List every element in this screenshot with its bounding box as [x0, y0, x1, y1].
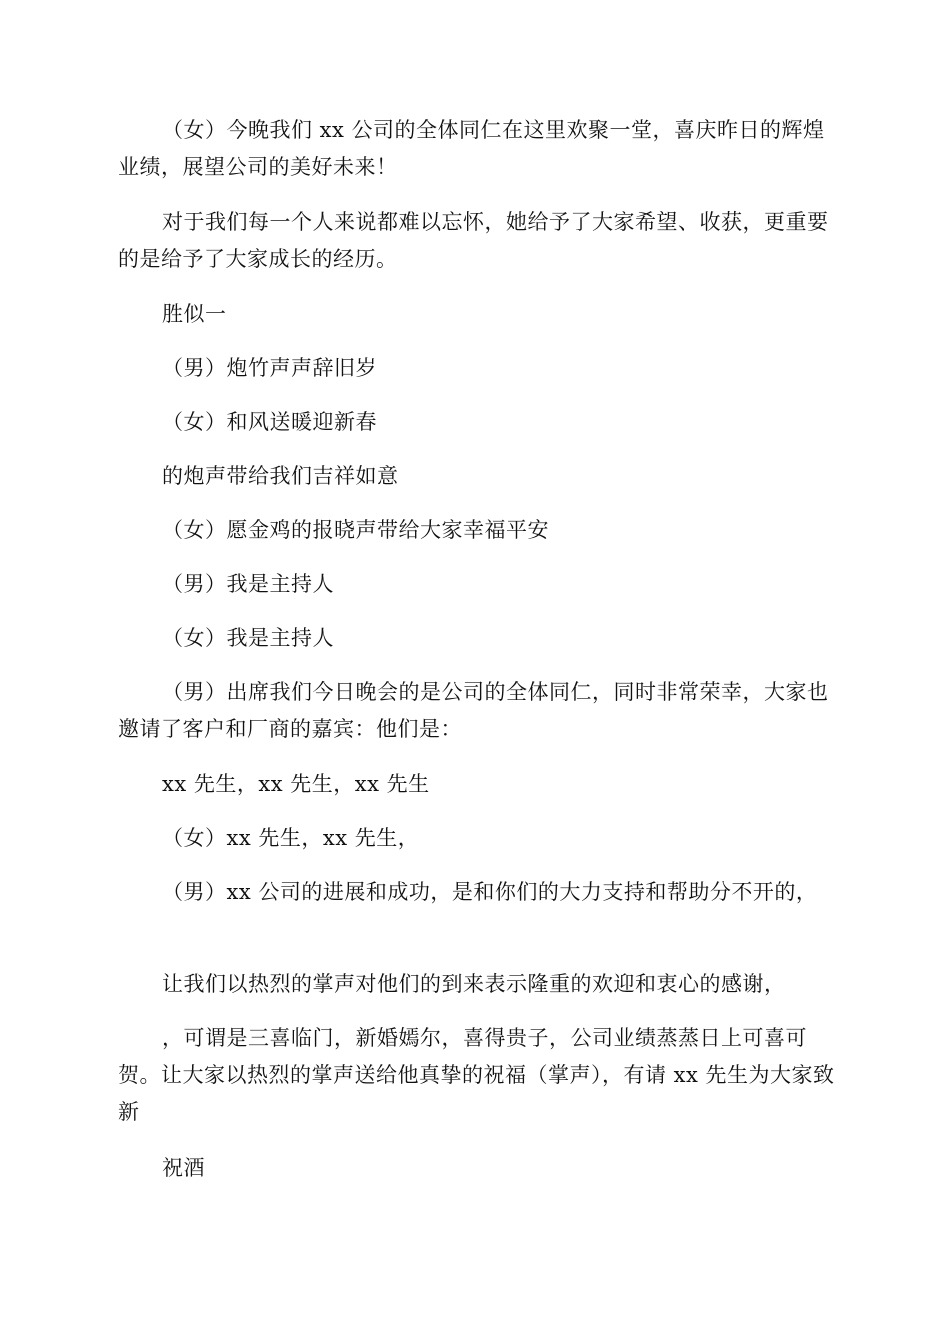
paragraph-5: （女）和风送暖迎新春	[162, 410, 377, 434]
paragraph-7: （女）愿金鸡的报晓声带给大家幸福平安	[162, 518, 549, 542]
paragraph-1: （女）今晚我们 xx 公司的全体同仁在这里欢聚一堂，喜庆昨日的辉煌业绩，展望公司的美好未来！	[118, 118, 825, 179]
paragraph-2: 对于我们每一个人来说都难以忘怀，她给予了大家希望、收获，更重要的是给予了大家成长的经历。	[118, 210, 829, 271]
paragraph-8: （男）我是主持人	[162, 572, 334, 596]
paragraph-4: （男）炮竹声声辞旧岁	[162, 356, 377, 380]
paragraph-12: （女）xx 先生，xx 先生，	[162, 826, 420, 850]
paragraph-16: 祝酒	[162, 1156, 205, 1180]
paragraph-11: xx 先生，xx 先生，xx 先生	[162, 772, 430, 796]
paragraph-9: （女）我是主持人	[162, 626, 334, 650]
paragraph-15: ，可谓是三喜临门，新婚嫣尔，喜得贵子，公司业绩蒸蒸日上可喜可贺。让大家以热烈的掌声送给他真挚的祝福（掌声），有请 xx 先生为大家致新	[118, 1026, 835, 1124]
paragraph-3: 胜似一	[162, 302, 227, 326]
paragraph-10: （男）出席我们今日晚会的是公司的全体同仁，同时非常荣幸，大家也邀请了客户和厂商的嘉宾：他们是：	[118, 680, 829, 741]
paragraph-6: 的炮声带给我们吉祥如意	[162, 464, 399, 488]
paragraph-14: 让我们以热烈的掌声对他们的到来表示隆重的欢迎和衷心的感谢，	[162, 972, 786, 996]
paragraph-13: （男）xx 公司的进展和成功，是和你们的大力支持和帮助分不开的，	[162, 880, 818, 904]
